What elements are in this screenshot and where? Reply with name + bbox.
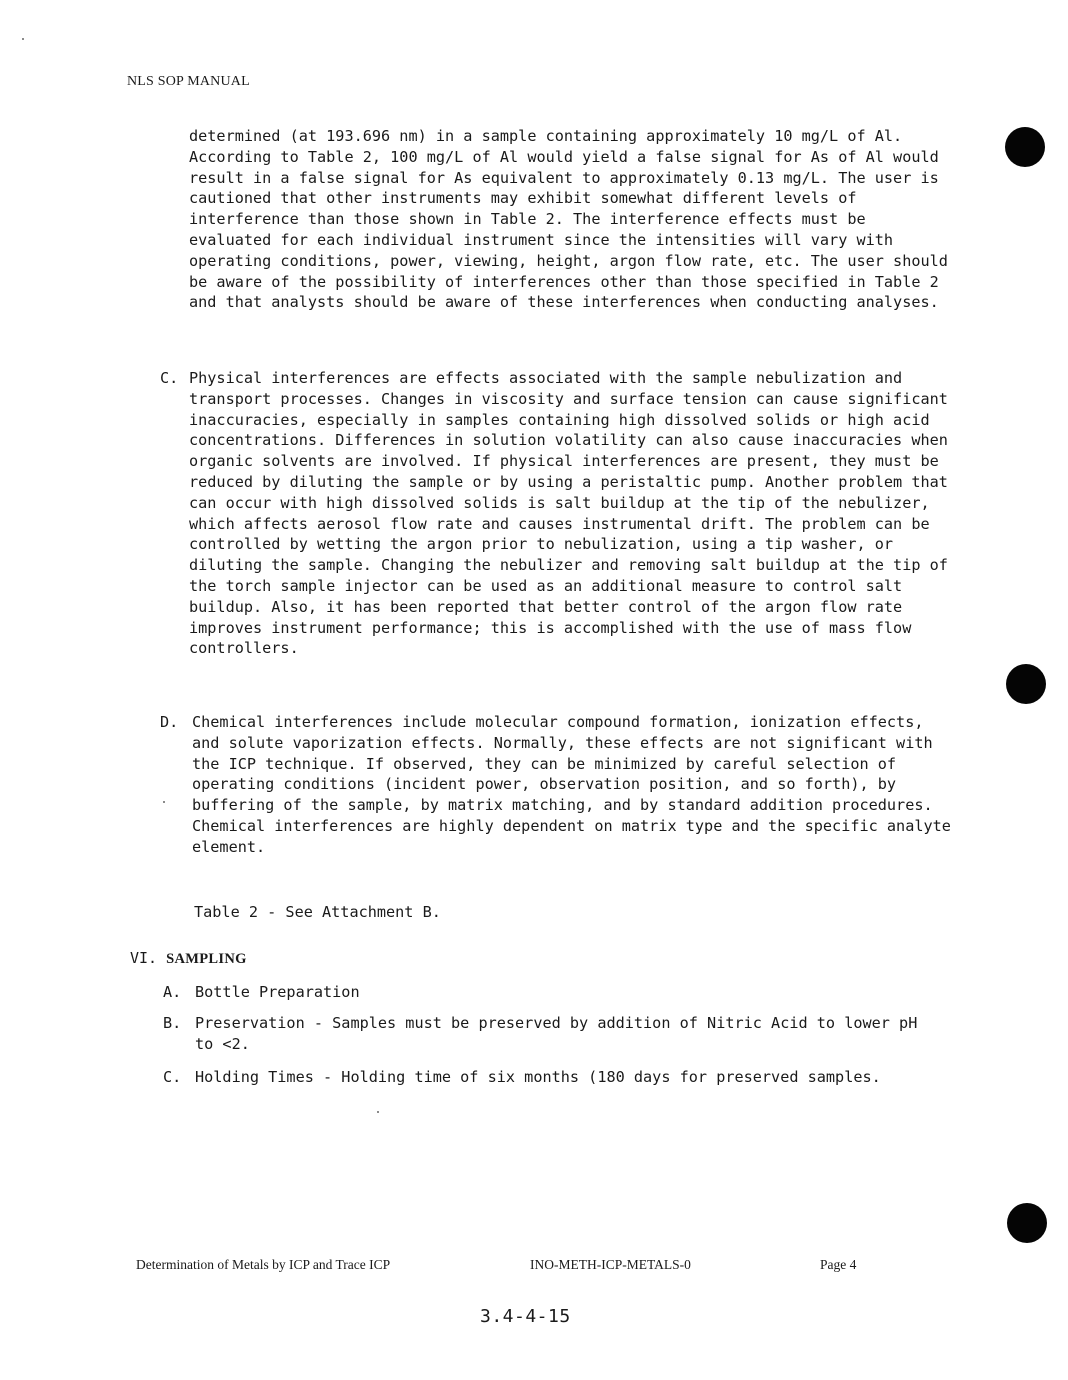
binder-hole-top	[1005, 127, 1045, 167]
footer-document-title: Determination of Metals by ICP and Trace ICP	[136, 1257, 391, 1272]
binder-hole-middle	[1006, 664, 1046, 704]
sampling-item-a-marker: A.	[163, 983, 182, 1001]
page-code: 3.4-4-15	[480, 1306, 571, 1327]
footer-document-id: INO-METH-ICP-METALS-0	[530, 1257, 691, 1272]
continued-paragraph: determined (at 193.696 nm) in a sample containing approximately 10 mg/L of Al. According to Table 2, 100 mg/L of Al would yield a false signal for As of Al would result in a false signal for As equivalent to approximately 0.13 mg/L. The user is cautioned that other instruments may exhibit somewhat different levels of interference than those shown in Table 2. The interference effects must be evaluated for each individual instrument since the intensities will vary with operating conditions, power, viewing, height, argon flow rate, etc. The user should be aware of the possibility of interferences other than those specified in Table 2 and that analysts should be aware of these interferences when conducting analyses.	[189, 127, 948, 312]
item-c-marker: C.	[160, 369, 179, 387]
sampling-item-b-marker: B.	[163, 1014, 182, 1032]
section-heading	[130, 949, 247, 968]
sampling-item-a-text: Bottle Preparation	[195, 983, 360, 1001]
item-d-marker: D.	[160, 713, 179, 731]
scan-speck	[22, 38, 24, 40]
sampling-item-c-marker: C.	[163, 1068, 182, 1086]
sampling-item-b-text: Preservation - Samples must be preserved by addition of Nitric Acid to lower pH to <2.	[195, 1014, 918, 1053]
chemical-interferences-paragraph: Chemical interferences include molecular compound formation, ionization effects, and solute vaporization effects. Normally, these effects are not significant with the ICP technique. If observed, they can be minimized by careful selection of operating conditions (incident power, observation position, and so forth), by buffering of the sample, by matrix matching, and by standard addition procedures. Chemical interferences are highly dependent on matrix type and the specific analyte element.	[192, 713, 951, 856]
sampling-item-c-text: Holding Times - Holding time of six months (180 days for preserved samples.	[195, 1068, 881, 1086]
scan-speck	[163, 801, 165, 803]
section-number: VI.	[130, 949, 158, 967]
section-title: SAMPLING	[166, 951, 247, 967]
table-reference: Table 2 - See Attachment B.	[194, 903, 441, 921]
scan-speck	[377, 1111, 379, 1113]
physical-interferences-paragraph: Physical interferences are effects associated with the sample nebulization and transport processes. Changes in viscosity and surface tension can cause significant inaccuracies, especially in samples containing high dissolved solids or high acid concentrations. Differences in solution volatility can also cause inaccuracies when organic solvents are involved. If physical interferences are present, they must be reduced by diluting the sample or by using a peristaltic pump. Another problem that can occur with high dissolved solids is salt buildup at the tip of the nebulizer, which affects aerosol flow rate and causes instrumental drift. The problem can be controlled by wetting the argon prior to nebulization, using a tip washer, or diluting the sample. Changing the nebulizer and removing salt buildup at the tip of the torch sample injector can be used as an additional measure to control salt buildup. Also, it has been reported that better control of the argon flow rate improves instrument performance; this is accomplished with the use of mass flow controllers.	[189, 369, 948, 658]
binder-hole-bottom	[1007, 1203, 1047, 1243]
manual-header: NLS SOP MANUAL	[127, 74, 250, 89]
footer-page-number: Page 4	[820, 1257, 857, 1272]
